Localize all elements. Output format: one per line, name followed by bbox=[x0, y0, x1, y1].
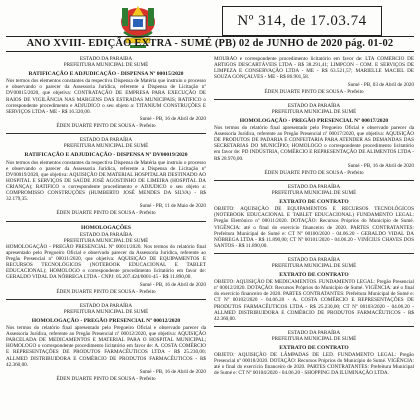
block-signer: ÉDEN DUARTE PINTO DE SOUSA - Prefeito bbox=[56, 210, 156, 217]
block-date: Sumé - PB, 16 de Abril de 2020 bbox=[347, 162, 414, 169]
block-state: ESTADO DA PARAÍBA bbox=[79, 231, 133, 238]
block-date: Sumé - PB, 16 de Abril de 2020 bbox=[139, 368, 206, 375]
block-state: ESTADO DA PARAÍBA bbox=[287, 183, 341, 190]
block-body: Nos termos do relatório final apresentado pelo Pregoeiro Oficial e observado parecer da Assessoria Jurídica, referente ao Pregão Presencial nº 00017/2020, que objetiva: AQUISIÇÃO DE PRODUTOS DE PADARIA E CONFEITARIA PARA ATENDER AS DEMANDAS DAS SECRETARIAS DO MUNICÍPIO; HOMOLOGO o correspondente procedimento licitatório em favor de: PD INDÚSTRIA, COMÉRCIO E REPRESENTAÇÃO DE ALIMENTOS LTDA - R$ 28.970,00. bbox=[214, 125, 414, 162]
block-city: PREFEITURA MUNICIPAL DE SUMÉ bbox=[63, 62, 149, 69]
block-body: MOURÃO e correspondente procedimento licitatório em favor de: LTA COMÉRCIO DE ARTIGOS DESCARTÁVEIS LTDA - R$ 38.291,41; LIMPCON - COM. E SERVIÇOS DE LIMPEZA E CONSERVAÇÃO LTDA - ME - R$ 63.521,57; MARIELLE MACIEL DE SOUZA GONÇALVES - ME - R$ 86.901,58. bbox=[214, 56, 414, 81]
left-column bbox=[6, 56, 206, 420]
block-body: HOMOLOGAÇÃO - PREGÃO PRESENCIAL Nº 00011/2020. Nos termos do relatório final apresentado pelo Pregoeiro Oficial e observado parecer da Assessoria Jurídica, referente ao Pregão Presencial nº 00011/2020, que objetiva: AQUISIÇÃO DE EQUIPAMENTOS E RECURSOS TECNOLÓGICOS (NOTEBOOK EDUCACIONAL E TABLET EDUCACIONAL); HOMOLOGO o correspondente procedimento licitatório em favor de: GERALDO VIDAL DA NÓBREGA LTDA - CNPJ: 05.207.424/0001-45 - R$ 11.890,00. bbox=[6, 243, 206, 281]
publication-block bbox=[214, 56, 414, 95]
publication-block bbox=[6, 225, 206, 295]
edition-line: ANO XVIII- EDIÇÃO EXTRA - SUMÉ (PB) 02 de JUNHO de 2020 pág. 01-02 bbox=[26, 38, 394, 49]
law-number-box: Nº 314, de 17.03.74 bbox=[222, 6, 382, 36]
block-body: OBJETO: AQUISIÇÃO DE MEDICAMENTOS. FUNDAMENTO LEGAL: Pregão Presencial nº 00012/2020. DOTAÇÃO: Recursos Próprios do Município de Sumé. VIGÊNCIA: até o final do exercício financeiro de 2020. PARTES CONTRATANTES: Prefeitura Municipal de Sumé e: CT Nº 00102/2020 - 04.06.20 - A. COSTA COMÉRCIO E REPRESENTAÇÕES DE PRODUTOS FARMACÊUTICOS LTDA - R$ 25.230,00; CT Nº 00103/2020 - 04.06.20 - ALLMED DISTRIBUIDORA E COMÉRCIO DE PRODUTOS FARMACÊUTICOS - R$ 42.360,00. bbox=[214, 279, 414, 322]
block-city: PREFEITURA MUNICIPAL DE SUMÉ bbox=[271, 108, 357, 115]
block-state: ESTADO DA PARAÍBA bbox=[287, 329, 341, 336]
block-body: OBJETO: AQUISIÇÃO DE LÂMPADAS DE LED. FUNDAMENTO LEGAL: Pregão Presencial nº 00018/2020. DOTAÇÃO: Recursos Próprios do Município de Sumé. VIGÊNCIA: até o final do exercício financeiro de 2020. PARTES CONTRATANTES: Prefeitura Municipal de Sumé e: CT Nº 00104/2020 - 04.06.20 - SHOPPING DA ILUMINAÇÃO LTDA. bbox=[214, 352, 414, 377]
block-divider bbox=[214, 326, 414, 327]
block-divider bbox=[6, 133, 206, 134]
block-title: HOMOLOGAÇÃO - PREGÃO PRESENCIAL Nº 00017/2020 bbox=[239, 117, 389, 124]
block-city: PREFEITURA MUNICIPAL DE SUMÉ bbox=[271, 335, 357, 342]
block-title: EXTRATO DE CONTRATO bbox=[279, 272, 349, 279]
block-signer: ÉDEN DUARTE PINTO DE SOUSA - Prefeito bbox=[264, 169, 364, 176]
block-body: Nos termos dos elementos constantes da respectiva Dispensa de Matéria que instruiu o processo e observando o parecer da Assessoria Jurídica, referente a Dispensa de Licitação nº DV00019/2020, que objetiva: AQUISIÇÃO DE MATERIAL HOSPITALAR DESTINADO AO HOSPITAL E SERVIÇOS DE SAÚDE JOSÉ AGOSTINHO DE LIMEIRA (HOSPITAL DA CRIANÇA); RATIFICO o correspondente procedimento e ADJUDICO o seu objeto a: COMPROMISSO CONSTRUÇÕES (HUMBERTO JOSÉ MENDES DA SILVA) - R$ 32.179,35. bbox=[6, 159, 206, 203]
block-title: RATIFICAÇÃO E ADJUDICAÇÃO - DISPENSA Nº DV00019/2020 bbox=[24, 152, 188, 159]
block-divider bbox=[6, 299, 206, 300]
block-city: PREFEITURA MUNICIPAL DE SUMÉ bbox=[271, 263, 357, 269]
publication-block bbox=[6, 303, 206, 382]
publication-block bbox=[214, 103, 414, 176]
block-title: RATIFICAÇÃO E ADJUDICAÇÃO - DISPENSA Nº 00015/2020 bbox=[28, 71, 184, 78]
block-state: ESTADO DA PARAÍBA bbox=[79, 302, 133, 309]
block-state: ESTADO DA PARAÍBA bbox=[287, 256, 341, 263]
block-date: Sumé - PB, 11 de Maio de 2020 bbox=[139, 203, 206, 210]
block-signer: ÉDEN DUARTE PINTO DE SOUSA - Prefeito bbox=[56, 288, 156, 295]
block-city: PREFEITURA MUNICIPAL DE SUMÉ bbox=[271, 190, 357, 197]
section-heading: HOMOLOGAÇÕES bbox=[80, 224, 132, 231]
block-signer: ÉDEN DUARTE PINTO DE SOUSA - Prefeito bbox=[56, 375, 156, 382]
publication-block bbox=[214, 257, 414, 322]
block-divider bbox=[214, 253, 414, 254]
block-state: ESTADO DA PARAÍBA bbox=[79, 137, 133, 144]
block-signer: ÉDEN DUARTE PINTO DE SOUSA - Prefeito bbox=[264, 88, 364, 95]
block-divider bbox=[6, 221, 206, 222]
block-city: PREFEITURA MUNICIPAL DE SUMÉ bbox=[63, 308, 149, 315]
publication-block bbox=[6, 56, 206, 129]
block-body: OBJETO: AQUISIÇÃO DE EQUIPAMENTOS E RECURSOS TECNOLÓGICOS (NOTEBOOK EDUCACIONAL E TABLET EDUCACIONAL) FUNDAMENTO LEGAL: Pregão Eletrônico nº 00011/2020. DOTAÇÃO: Recursos Próprios do Município de Sumé. VIGÊNCIA: até o final do exercício financeiro de 2020. PARTES CONTRATANTES: Prefeitura Municipal de Sumé e: CT Nº 00100/2020 - 04.06.20 - GERALDO VIDAL DA NÓBREGA LTDA - R$ 11.890,00; CT Nº 00101/2020 - 04.06.20 - VINÍCIUS CHAVES DOS SANTOS - R$ 11.890,00. bbox=[214, 206, 414, 249]
block-date: Sumé - PB, 16 de Abril de 2020 bbox=[139, 281, 206, 288]
block-divider bbox=[214, 180, 414, 181]
block-title: EXTRATO DE CONTRATO bbox=[279, 199, 349, 206]
block-divider bbox=[214, 99, 414, 100]
block-title: EXTRATO DE CONTRATO bbox=[279, 345, 349, 352]
block-signer: ÉDEN DUARTE PINTO DE SOUSA - Prefeito bbox=[56, 123, 156, 130]
block-date: Sumé - PB, 03 de Abril de 2020 bbox=[347, 81, 414, 88]
publication-block bbox=[214, 184, 414, 249]
block-body: Nos termos do relatório final apresentado pelo Pregoeiro Oficial e observado parecer da Assessoria Jurídica, referente ao Pregão Presencial nº 00012/2020, que objetiva: AQUISIÇÃO PARCELADA DE MEDICAMENTOS E MATERIAL PARA O HOSPITAL MUNICIPAL; HOMOLOGO o correspondente procedimento licitatório em favor de: A. COSTA COMÉRCIO E REPRESENTAÇÕES DE PRODUTOS FARMACÊUTICOS LTDA - R$ 25.230,00; ALLMED DISTRIBUIDORA E COMÉRCIO DE PRODUTOS FARMACÊUTICOS - R$ 42.360,00. bbox=[6, 325, 206, 368]
right-column bbox=[214, 56, 414, 420]
block-body: Nos termos dos elementos constantes da respectiva Dispensa de Matéria que instruiu o processo e observando o parecer da Assessoria Jurídica, referente a Dispensa de Licitação nº DV00015/2020, que objetiva: CONTRATAÇÃO DE EMPRESA PARA EXECUÇÃO DE RAIOS DE VIGILÂNCIA NAS MARGENS DAS ESTRADAS MUNICIPAIS; RATIFICO o correspondente procedimento e ADJUDICO o seu objeto a: TITANIUM CONSTRUÇÕES E SERVIÇOS LTDA - ME - R$ 16.320,00. bbox=[6, 78, 206, 115]
block-state: ESTADO DA PARAÍBA bbox=[287, 102, 341, 109]
block-state: ESTADO DA PARAÍBA bbox=[79, 56, 133, 62]
top-rule bbox=[6, 36, 414, 37]
block-date: Sumé - PB, 16 de Abril de 2020 bbox=[139, 116, 206, 123]
block-city: PREFEITURA MUNICIPAL DE SUMÉ bbox=[63, 237, 149, 244]
publication-block bbox=[214, 330, 414, 377]
block-city: PREFEITURA MUNICIPAL DE SUMÉ bbox=[63, 143, 149, 150]
block-title: HOMOLOGAÇÃO - PREGÃO PRESENCIAL Nº 00012/2020 bbox=[31, 317, 181, 324]
publication-block bbox=[6, 137, 206, 216]
edition-rule bbox=[6, 51, 414, 52]
